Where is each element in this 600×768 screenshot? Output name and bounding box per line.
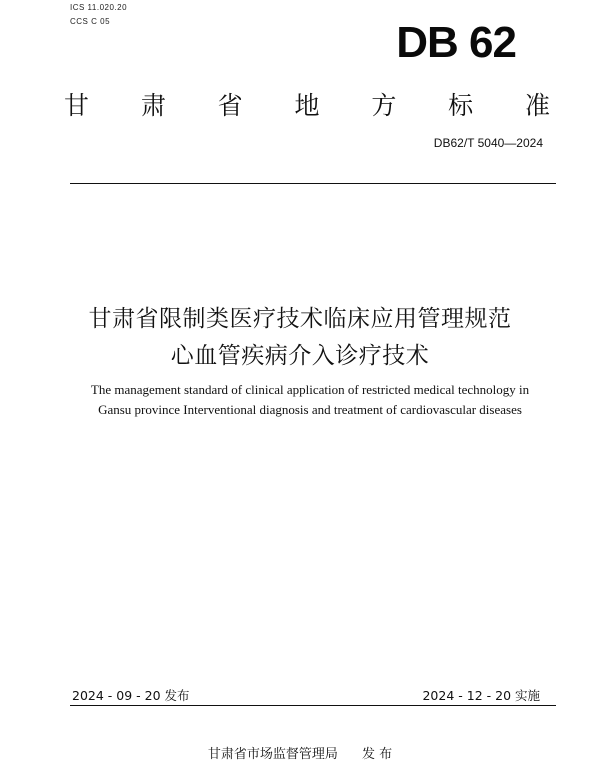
- db-logo: DB 62: [396, 18, 516, 67]
- publisher-name: 甘肃省市场监督管理局: [207, 747, 338, 762]
- org-title-char: 地: [294, 91, 320, 120]
- org-title-char: 准: [524, 91, 550, 120]
- ics-code: ICS 11.020.20: [70, 3, 128, 12]
- publisher-line: [0, 743, 600, 762]
- chinese-title-line-2: 心血管疾病介入诊疗技术: [170, 343, 430, 369]
- org-title: [64, 86, 550, 122]
- bottom-divider: [70, 705, 556, 706]
- org-title-char: 标: [448, 91, 474, 120]
- publish-date: 2024 - 09 - 20 发布: [72, 688, 190, 703]
- ccs-code: CCS C 05: [70, 17, 111, 26]
- top-divider: [70, 183, 556, 184]
- english-title-line-1: The management standard of clinical application of restricted medical technology in: [90, 382, 530, 397]
- effective-date: 2024 - 12 - 20 实施: [422, 688, 540, 703]
- standard-number: DB62/T 5040—2024: [433, 136, 543, 150]
- org-title-char: 甘: [64, 91, 90, 120]
- org-title-char: 省: [217, 91, 243, 120]
- publish-word: 发 布: [361, 747, 393, 762]
- chinese-title-line-1: 甘肃省限制类医疗技术临床应用管理规范: [88, 306, 512, 332]
- org-title-char: 肃: [140, 91, 166, 120]
- org-title-char: 方: [371, 91, 397, 120]
- english-title-line-2: Gansu province Interventional diagnosis and treatment of cardiovascular diseases: [98, 402, 522, 417]
